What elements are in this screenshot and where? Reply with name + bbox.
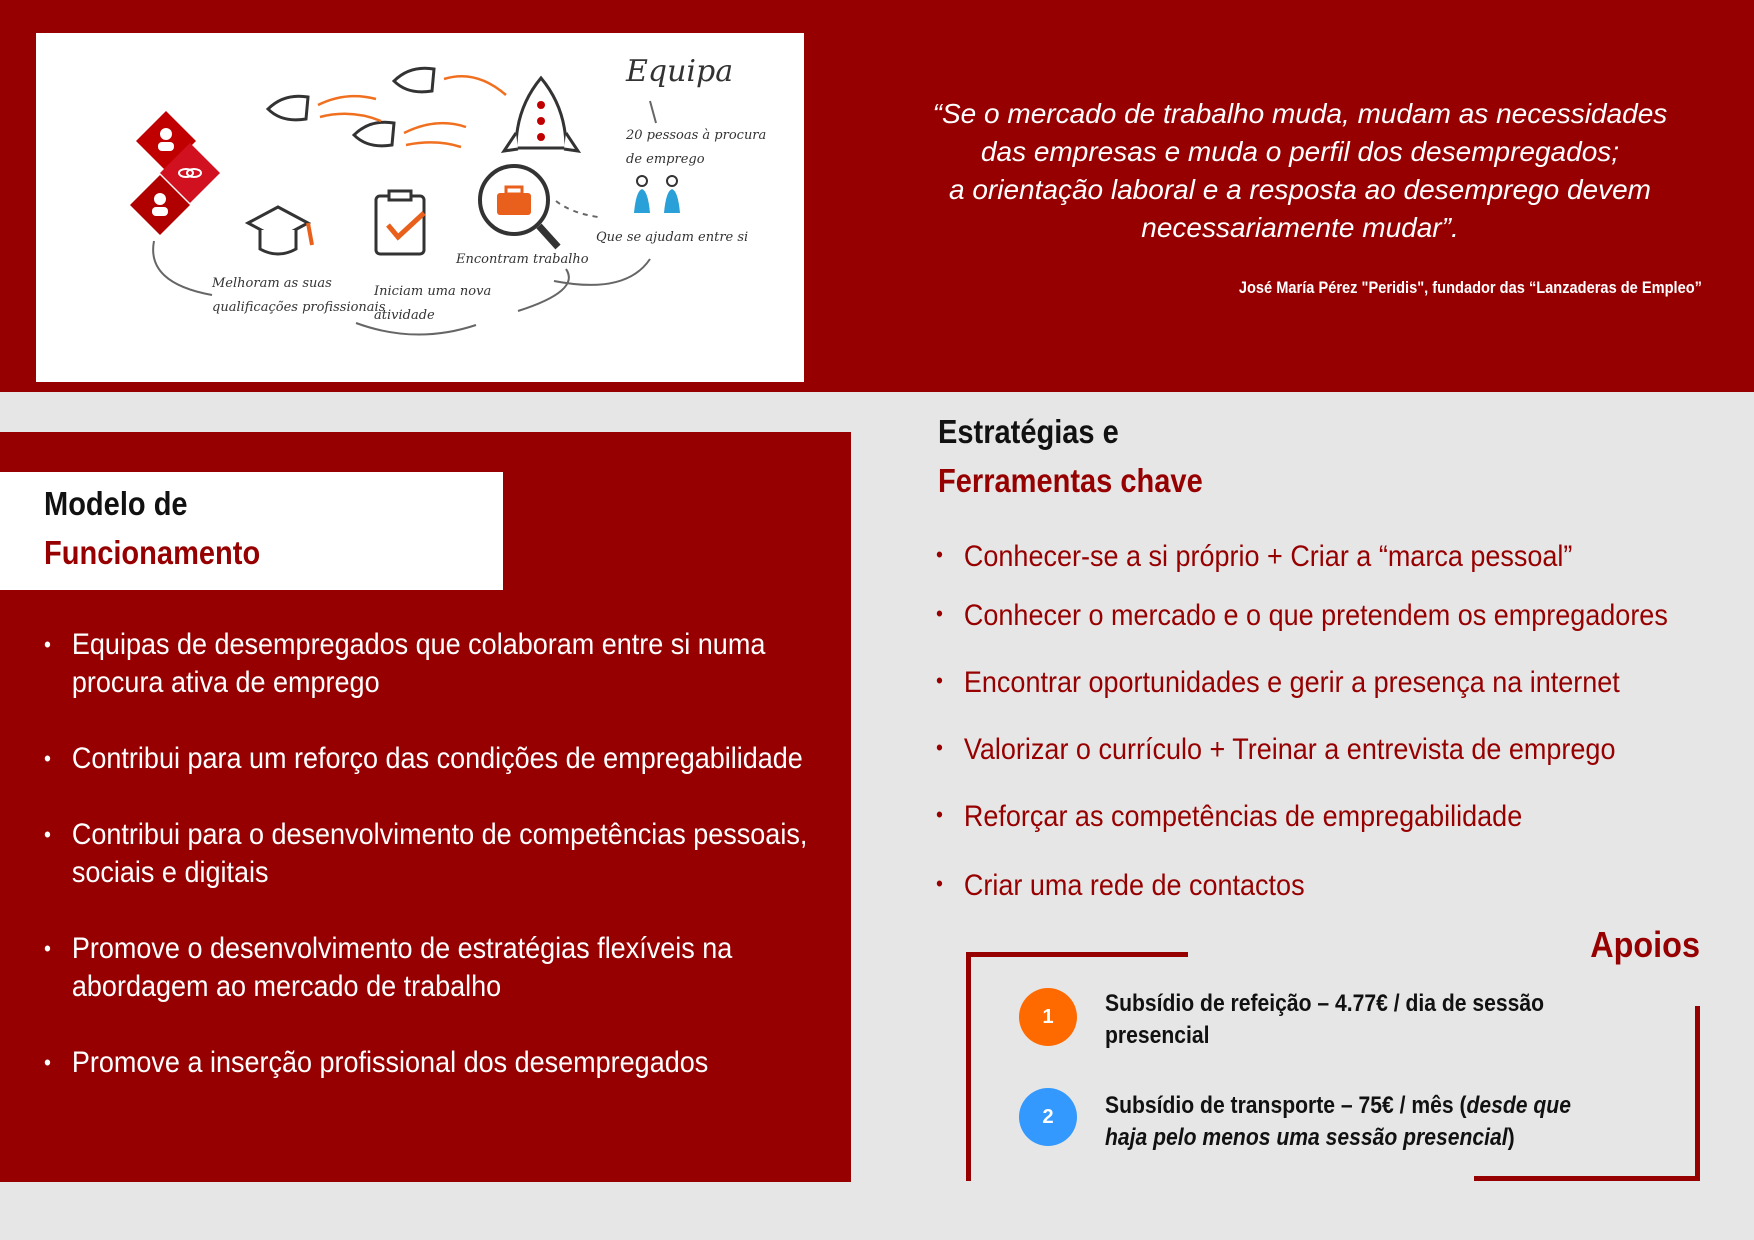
frame-line: [1474, 1176, 1700, 1181]
modelo-title-line1: Modelo de: [44, 485, 188, 522]
number-badge: 1: [1019, 988, 1077, 1046]
apoio-meal-text: Subsídio de refeição – 4.77€ / dia de sessão presencial: [1105, 990, 1545, 1049]
big-rocket-icon: [504, 78, 578, 151]
frame-line: [1695, 1006, 1700, 1181]
list-item: • Equipas de desempregados que colaboram entre si numa procura ativa de emprego: [44, 626, 864, 702]
list-item: • Valorizar o currículo + Treinar a entrevista de emprego: [936, 733, 1615, 767]
estrategias-title-line2: Ferramentas chave: [938, 462, 1203, 499]
frame-line: [966, 952, 971, 1181]
list-item: • Encontrar oportunidades e gerir a presença na internet: [936, 666, 1620, 700]
estrategias-title-line1: Estratégias e: [938, 413, 1119, 450]
people-network-icon: [130, 111, 220, 235]
caption-people-2: de emprego: [626, 152, 705, 167]
list-item: • Conhecer-se a si próprio + Criar a “marca pessoal”: [936, 540, 1572, 574]
illustration-title: Equipa: [626, 54, 734, 89]
quote: [900, 95, 1700, 247]
list-item: • Promove o desenvolvimento de estratégias flexíveis na abordagem ao mercado de trabalho: [44, 930, 864, 1006]
rocket-icon: [268, 68, 434, 146]
apoio-meal: [1105, 988, 1598, 1052]
caption-jobs: Encontram trabalho: [456, 252, 589, 267]
people-icon: [634, 176, 680, 213]
list-item: • Reforçar as competências de empregabilidade: [936, 800, 1522, 834]
frame-line: [966, 952, 1188, 957]
list-item: • Contribui para o desenvolvimento de competências pessoais, sociais e digitais: [44, 816, 864, 892]
apoio-transport-note: desde que haja pelo menos uma sessão presencial: [1105, 1092, 1571, 1151]
list-item: • Contribui para um reforço das condições de empregabilidade: [44, 740, 864, 778]
list-item: • Criar uma rede de contactos: [936, 869, 1305, 903]
caption-activity-1: Iniciam uma nova: [374, 284, 492, 299]
apoio-transport-text: Subsídio de transporte – 75€ / mês (: [1105, 1092, 1467, 1119]
caption-activity-2: atividade: [374, 308, 435, 323]
caption-people-1: 20 pessoas à procura: [626, 128, 767, 143]
quote-author: José María Pérez "Peridis", fundador das “Lanzaderas de Empleo”: [1238, 278, 1702, 297]
modelo-title-line2: Funcionamento: [44, 534, 261, 571]
apoio-transport-end: ): [1507, 1124, 1515, 1151]
caption-help: Que se ajudam entre si: [596, 230, 749, 245]
quote-line: das empresas e muda o perfil dos desempregados;: [980, 136, 1620, 167]
quote-line: a orientação laboral e a resposta ao desemprego devem: [949, 174, 1651, 205]
caption-skills-1: Melhoram as suas: [212, 276, 332, 291]
list-item: • Conhecer o mercado e o que pretendem os empregadores: [936, 599, 1668, 633]
graduation-cap-icon: [248, 207, 312, 254]
caption-skills-2: qualificações profissionais: [212, 300, 386, 315]
quote-line: necessariamente mudar”.: [1141, 212, 1459, 243]
apoio-transport: [1105, 1090, 1598, 1154]
apoios-title: Apoios: [1590, 924, 1700, 965]
modelo-list: [44, 626, 844, 1082]
team-illustration: [36, 33, 804, 382]
job-search-icon: [480, 166, 558, 247]
number-badge: 2: [1019, 1088, 1077, 1146]
quote-line: “Se o mercado de trabalho muda, mudam as necessidades: [932, 98, 1668, 129]
list-item: • Promove a inserção profissional dos desempregados: [44, 1044, 864, 1082]
clipboard-check-icon: [376, 191, 424, 254]
